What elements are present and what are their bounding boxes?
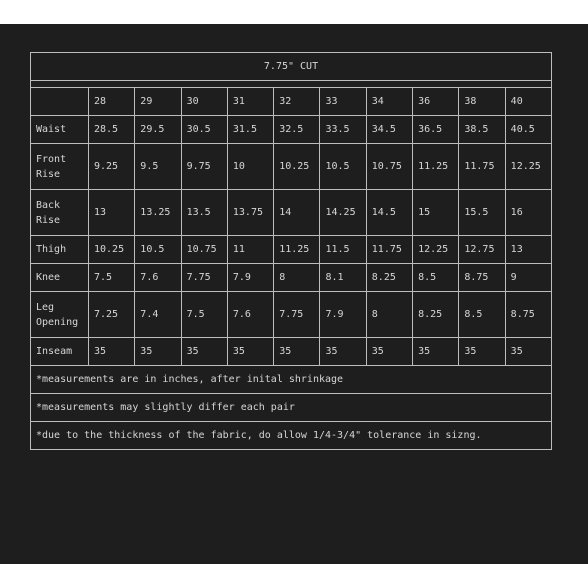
value-cell: 13.5: [181, 190, 227, 236]
value-cell: 35: [413, 338, 459, 366]
value-cell: 14.5: [366, 190, 412, 236]
value-cell: 10.75: [366, 144, 412, 190]
row-label: Inseam: [31, 338, 89, 366]
size-chart-panel: [0, 24, 588, 564]
row-label: Knee: [31, 264, 89, 292]
value-cell: 35: [366, 338, 412, 366]
title-row: [31, 53, 552, 81]
size-header-cell: 38: [459, 88, 505, 116]
size-header-cell: 31: [227, 88, 273, 116]
value-cell: 13.25: [135, 190, 181, 236]
value-cell: 7.6: [135, 264, 181, 292]
row-label: Leg Opening: [31, 292, 89, 338]
value-cell: 16: [505, 190, 551, 236]
size-header-row: [31, 88, 552, 116]
size-header-cell: 32: [274, 88, 320, 116]
value-cell: 13: [89, 190, 135, 236]
value-cell: 35: [135, 338, 181, 366]
spacer-row: [31, 81, 552, 88]
value-cell: 8.75: [459, 264, 505, 292]
value-cell: 28.5: [89, 116, 135, 144]
measurement-row-back-rise: [31, 190, 552, 236]
value-cell: 11.5: [320, 236, 366, 264]
note-tolerance: *due to the thickness of the fabric, do allow 1/4-3/4" tolerance in sizng.: [31, 422, 552, 450]
value-cell: 11.75: [366, 236, 412, 264]
measurement-row-front-rise: [31, 144, 552, 190]
value-cell: 10: [227, 144, 273, 190]
value-cell: 9.75: [181, 144, 227, 190]
value-cell: 8.25: [413, 292, 459, 338]
row-label: Front Rise: [31, 144, 89, 190]
note-row: [31, 422, 552, 450]
value-cell: 32.5: [274, 116, 320, 144]
value-cell: 9: [505, 264, 551, 292]
row-label: Waist: [31, 116, 89, 144]
value-cell: 35: [459, 338, 505, 366]
value-cell: 38.5: [459, 116, 505, 144]
value-cell: 29.5: [135, 116, 181, 144]
corner-cell: [31, 88, 89, 116]
value-cell: 10.25: [89, 236, 135, 264]
value-cell: 40.5: [505, 116, 551, 144]
value-cell: 10.5: [320, 144, 366, 190]
value-cell: 7.9: [227, 264, 273, 292]
size-header-cell: 36: [413, 88, 459, 116]
measurement-row-inseam: [31, 338, 552, 366]
measurement-row-leg-opening: [31, 292, 552, 338]
value-cell: 7.75: [274, 292, 320, 338]
value-cell: 13.75: [227, 190, 273, 236]
value-cell: 35: [274, 338, 320, 366]
value-cell: 11.75: [459, 144, 505, 190]
value-cell: 35: [320, 338, 366, 366]
note-row: [31, 394, 552, 422]
size-header-cell: 34: [366, 88, 412, 116]
value-cell: 9.25: [89, 144, 135, 190]
value-cell: 14.25: [320, 190, 366, 236]
value-cell: 10.5: [135, 236, 181, 264]
row-label: Back Rise: [31, 190, 89, 236]
measurement-row-knee: [31, 264, 552, 292]
size-header-cell: 30: [181, 88, 227, 116]
value-cell: 35: [227, 338, 273, 366]
value-cell: 11.25: [413, 144, 459, 190]
value-cell: 12.75: [459, 236, 505, 264]
size-header-cell: 29: [135, 88, 181, 116]
value-cell: 12.25: [413, 236, 459, 264]
size-header-cell: 40: [505, 88, 551, 116]
value-cell: 15.5: [459, 190, 505, 236]
chart-title: 7.75" CUT: [31, 53, 552, 81]
measurement-row-waist: [31, 116, 552, 144]
value-cell: 7.75: [181, 264, 227, 292]
value-cell: 8.25: [366, 264, 412, 292]
value-cell: 12.25: [505, 144, 551, 190]
value-cell: 31.5: [227, 116, 273, 144]
measurement-row-thigh: [31, 236, 552, 264]
value-cell: 8.75: [505, 292, 551, 338]
value-cell: 11: [227, 236, 273, 264]
row-label: Thigh: [31, 236, 89, 264]
spacer-cell: [31, 81, 552, 88]
value-cell: 8: [366, 292, 412, 338]
value-cell: 10.75: [181, 236, 227, 264]
value-cell: 7.5: [89, 264, 135, 292]
value-cell: 8.1: [320, 264, 366, 292]
value-cell: 36.5: [413, 116, 459, 144]
value-cell: 33.5: [320, 116, 366, 144]
value-cell: 8.5: [459, 292, 505, 338]
value-cell: 8.5: [413, 264, 459, 292]
note-shrinkage: *measurements are in inches, after inital shrinkage: [31, 366, 552, 394]
value-cell: 9.5: [135, 144, 181, 190]
value-cell: 30.5: [181, 116, 227, 144]
value-cell: 8: [274, 264, 320, 292]
value-cell: 14: [274, 190, 320, 236]
value-cell: 7.9: [320, 292, 366, 338]
value-cell: 7.5: [181, 292, 227, 338]
size-header-cell: 28: [89, 88, 135, 116]
size-header-cell: 33: [320, 88, 366, 116]
value-cell: 7.25: [89, 292, 135, 338]
note-variation: *measurements may slightly differ each pair: [31, 394, 552, 422]
value-cell: 35: [181, 338, 227, 366]
value-cell: 13: [505, 236, 551, 264]
size-chart-table: [30, 52, 552, 450]
value-cell: 11.25: [274, 236, 320, 264]
value-cell: 35: [505, 338, 551, 366]
value-cell: 7.6: [227, 292, 273, 338]
value-cell: 15: [413, 190, 459, 236]
value-cell: 7.4: [135, 292, 181, 338]
value-cell: 10.25: [274, 144, 320, 190]
value-cell: 35: [89, 338, 135, 366]
value-cell: 34.5: [366, 116, 412, 144]
note-row: [31, 366, 552, 394]
